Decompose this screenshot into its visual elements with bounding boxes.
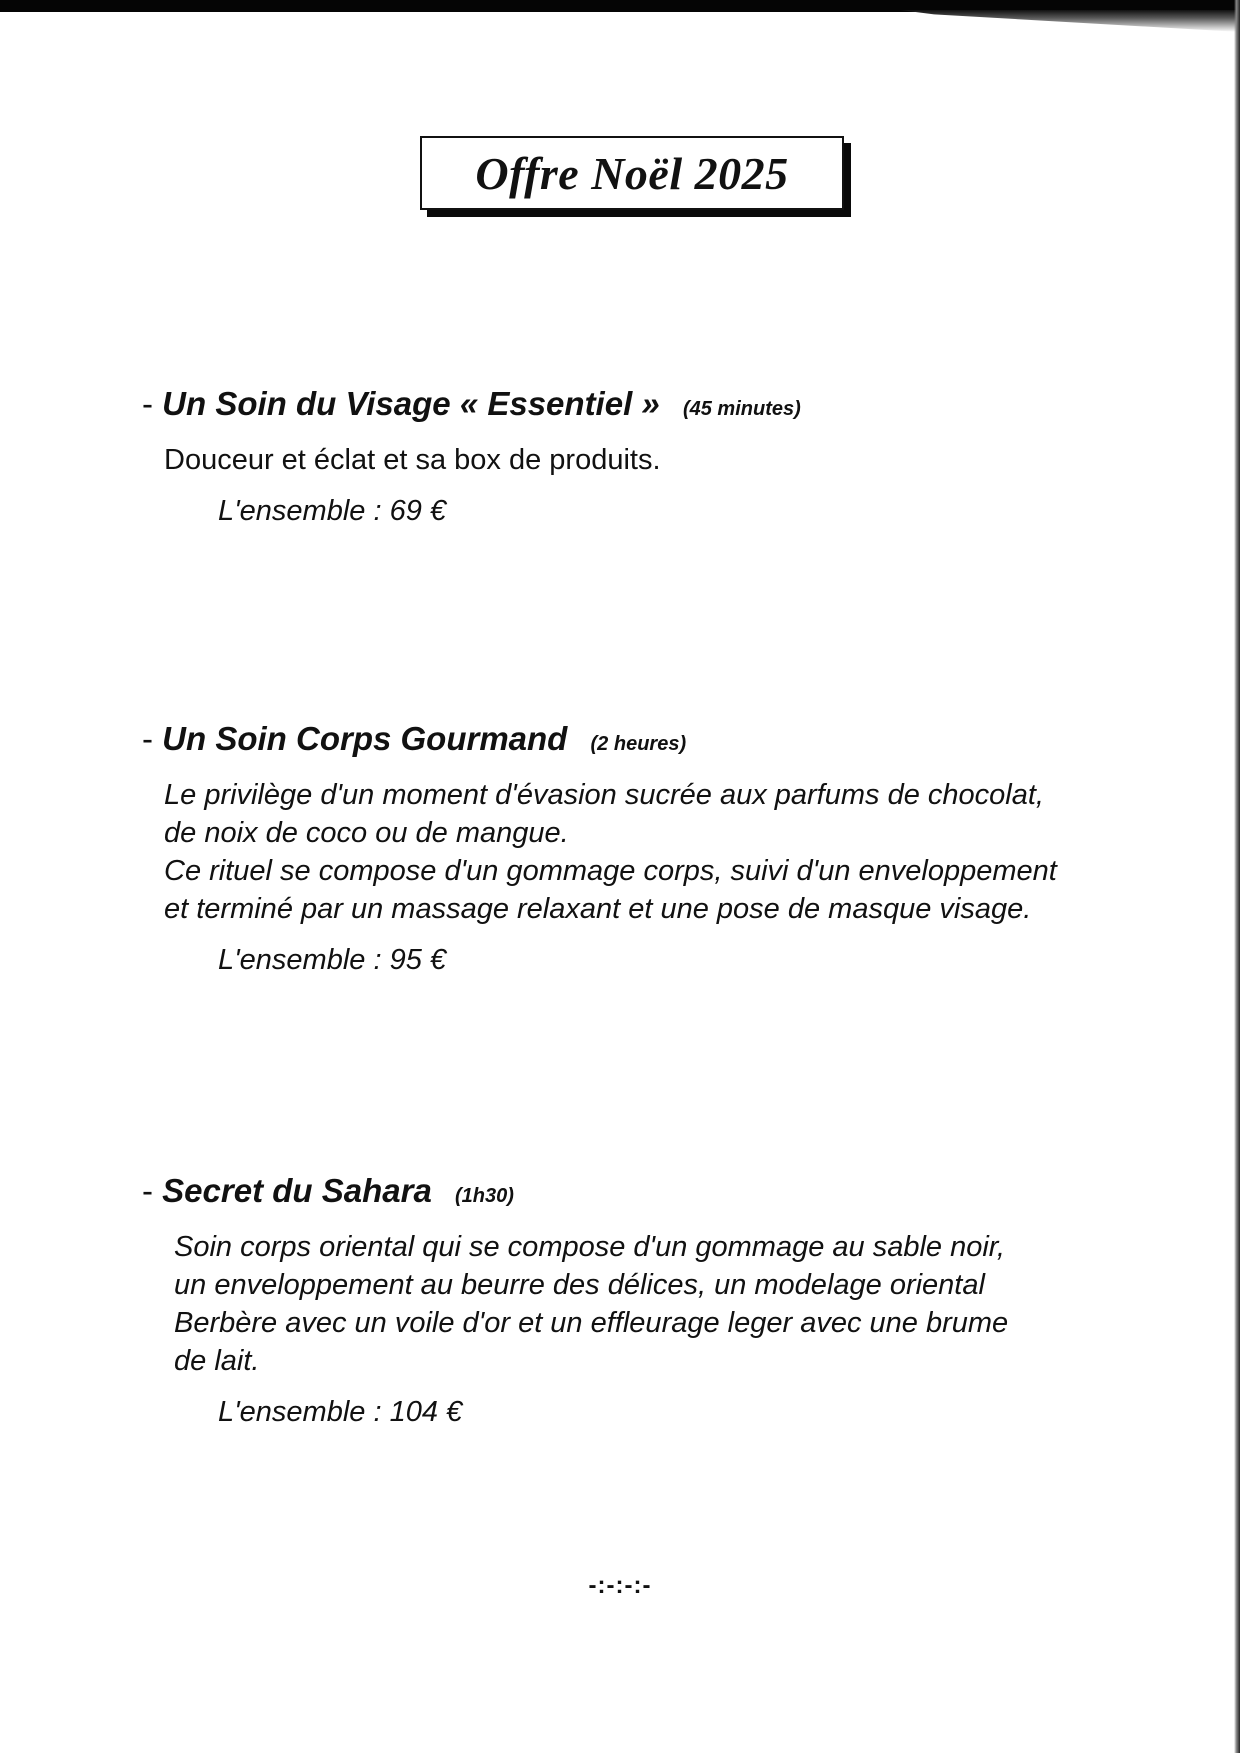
offer-duration: (1h30) (454, 1185, 514, 1207)
description-line: de lait. (174, 1345, 260, 1377)
offer-duration: (45 minutes) (682, 398, 801, 420)
description-line: Soin corps oriental qui se compose d'un gommage au sable noir, (174, 1231, 1005, 1263)
scan-right-edge (1234, 0, 1240, 1753)
offer-price: L'ensemble : 104 € (218, 1396, 463, 1428)
scan-shadow (900, 10, 1240, 32)
offer-corps-gourmand (142, 719, 1202, 977)
offer-description (164, 441, 1202, 479)
title-box (420, 136, 844, 210)
offer-description (174, 1228, 1202, 1380)
offer-heading (142, 384, 1202, 429)
offer-name: Un Soin du Visage « Essentiel » (162, 385, 660, 422)
offer-price: L'ensemble : 69 € (218, 495, 447, 527)
description-line: Douceur et éclat et sa box de produits. (164, 444, 661, 476)
offer-heading (142, 719, 1202, 764)
description-line: et terminé par un massage relaxant et une pose de masque visage. (164, 893, 1032, 925)
description-line: Berbère avec un voile d'or et un effleurage leger avec une brume (174, 1307, 1009, 1339)
offer-dash: - (142, 1172, 153, 1209)
offer-heading (142, 1171, 1202, 1216)
description-line: Le privilège d'un moment d'évasion sucrée aux parfums de chocolat, (164, 779, 1044, 811)
description-line: Ce rituel se compose d'un gommage corps, suivi d'un enveloppement (164, 855, 1057, 887)
offer-dash: - (142, 720, 153, 757)
offer-secret-sahara (142, 1171, 1202, 1429)
offer-description (164, 776, 1202, 928)
footer-separator: -:-:-:- (588, 1572, 652, 1599)
offer-duration: (2 heures) (590, 733, 687, 755)
description-line: de noix de coco ou de mangue. (164, 817, 569, 849)
page-title: Offre Noël 2025 (475, 147, 789, 199)
offer-name: Un Soin Corps Gourmand (162, 720, 568, 757)
offer-name: Secret du Sahara (162, 1172, 432, 1209)
offer-dash: - (142, 385, 153, 422)
description-line: un enveloppement au beurre des délices, un modelage oriental (174, 1269, 985, 1301)
offer-price: L'ensemble : 95 € (218, 944, 447, 976)
offer-visage (142, 384, 1202, 528)
